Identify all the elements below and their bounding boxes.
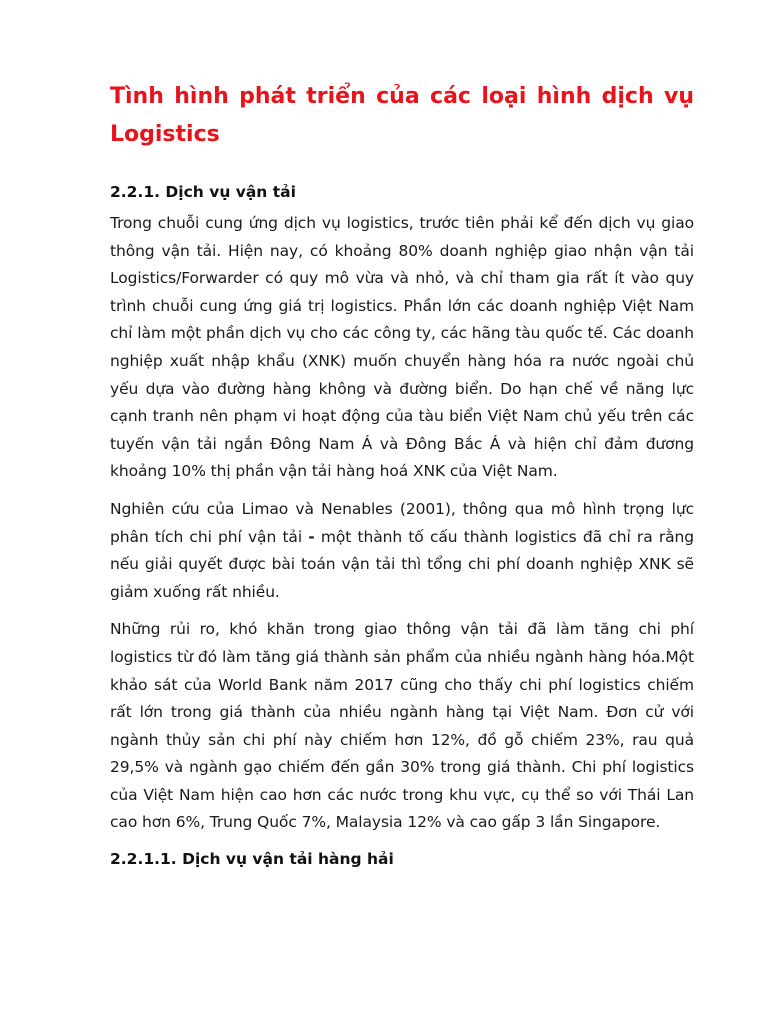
paragraph-limao-study — [110, 496, 694, 606]
paragraph-logistics-costs: Những rủi ro, khó khăn trong giao thông vận tải đã làm tăng chi phí logistics từ đó làm tăng giá thành sản phẩm của nhiều ngành hàng hóa.Một khảo sát của World Bank năm 2017 cũng cho thấy chi phí logistics chiếm rất lớn trong giá thành của nhiều ngành hàng tại Việt Nam. Đơn cử với ngành thủy sản chi phí này chiếm hơn 12%, đồ gỗ chiếm 23%, rau quả 29,5% và ngành gạo chiếm đến gần 30% trong giá thành. Chi phí logistics của Việt Nam hiện cao hơn các nước trong khu vực, cụ thể so với Thái Lan cao hơn 6%, Trung Quốc 7%, Malaysia 12% và cao gấp 3 lần Singapore. — [110, 620, 694, 832]
paragraph-limao-study-part2: một thành tố cấu thành logistics đã chỉ ra rằng nếu giải quyết được bài toán vận tải thì tổng chi phí doanh nghiệp XNK sẽ giảm xuống rất nhiều. — [110, 527, 694, 601]
section-heading: 2.2.1. Dịch vụ vận tải — [110, 183, 296, 201]
document-title: Tình hình phát triển của các loại hình dịch vụ Logistics — [110, 84, 694, 147]
paragraph-transport-services: Trong chuỗi cung ứng dịch vụ logistics, trước tiên phải kể đến dịch vụ giao thông vận tải. Hiện nay, có khoảng 80% doanh nghiệp giao nhận vận tải Logistics/Forwarder có quy mô vừa và nhỏ, và chỉ tham gia rất ít vào quy trình chuỗi cung ứng giá trị logistics. Phần lớn các doanh nghiệp Việt Nam chỉ làm một phần dịch vụ cho các công ty, các hãng tàu quốc tế. Các doanh nghiệp xuất nhập khẩu (XNK) muốn chuyển hàng hóa ra nước ngoài chủ yếu dựa vào đường hàng không và đường biển. Do hạn chế về năng lực cạnh tranh nên phạm vi hoạt động của tàu biển Việt Nam chủ yếu trên các tuyến vận tải ngắn Đông Nam Á và Đông Bắc Á và hiện chỉ đảm đương khoảng 10% thị phần vận tải hàng hoá XNK của Việt Nam. — [110, 214, 694, 481]
document-page — [110, 78, 694, 871]
paragraph-limao-study-dash: - — [308, 527, 315, 546]
subsection-heading: 2.2.1.1. Dịch vụ vận tải hàng hải — [110, 850, 394, 869]
paragraph-limao-study-part1: Nghiên cứu của Limao và Nenables (2001), thông qua mô hình trọng lực phân tích chi phí vận tải — [110, 499, 694, 546]
